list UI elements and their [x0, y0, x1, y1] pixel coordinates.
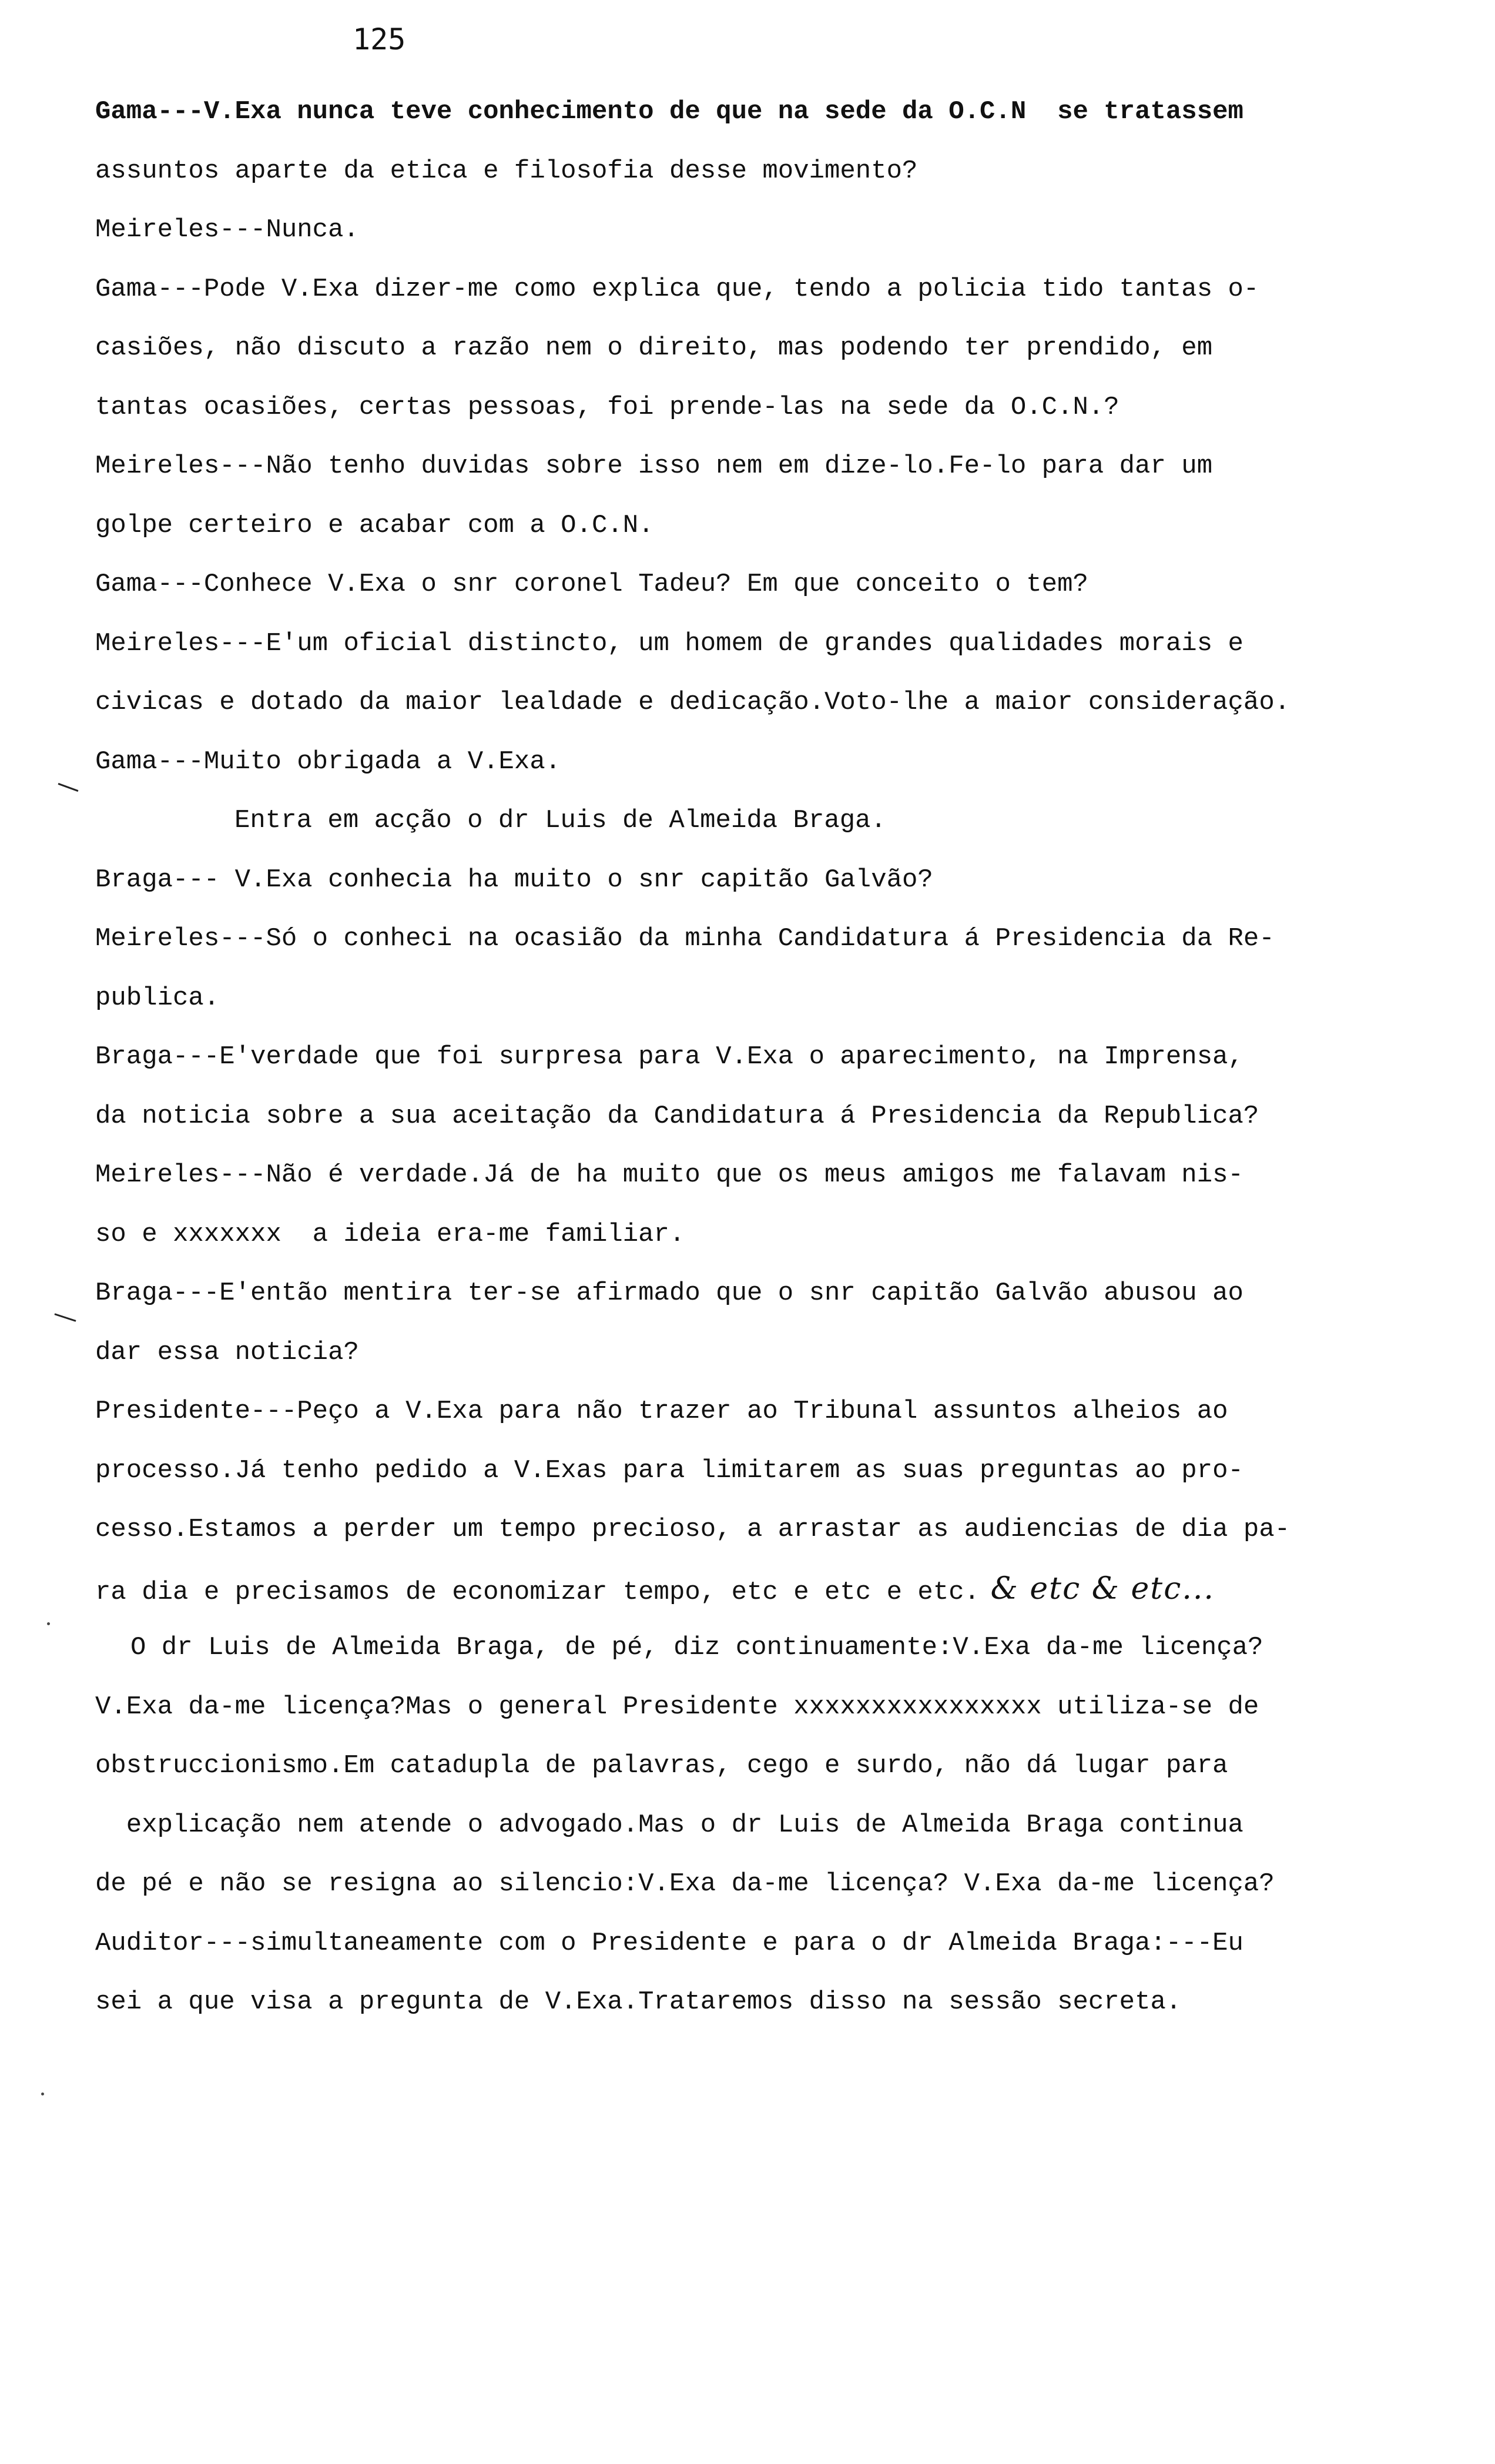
- line-text: Braga--- V.Exa conhecia ha muito o snr capitão Galvão?: [95, 865, 933, 895]
- line-text: Auditor---simultaneamente com o Presidente e para o dr Almeida Braga:---Eu: [95, 1928, 1243, 1958]
- text-line: [95, 1559, 1435, 1619]
- text-line: [95, 1205, 1435, 1264]
- line-text: casiões, não discuto a razão nem o direito, mas podendo ter prendido, em: [95, 333, 1213, 363]
- line-text: cesso.Estamos a perder um tempo precioso, a arrastar as audiencias de dia pa-: [95, 1515, 1290, 1544]
- line-text: Gama---Conhece V.Exa o snr coronel Tadeu? Em que conceito o tem?: [95, 570, 1088, 599]
- text-line: [95, 82, 1435, 142]
- line-text: Meireles---Não tenho duvidas sobre isso nem em dize-lo.Fe-lo para dar um: [95, 451, 1213, 481]
- line-text: da noticia sobre a sua aceitação da Candidatura á Presidencia da Republica?: [95, 1101, 1259, 1131]
- text-line: [95, 378, 1435, 437]
- text-line: [95, 1796, 1435, 1855]
- line-text: Braga---E'então mentira ter-se afirmado que o snr capitão Galvão abusou ao: [95, 1278, 1243, 1308]
- text-line: [95, 1678, 1435, 1737]
- text-line: [95, 142, 1435, 201]
- text-line: [95, 1323, 1435, 1382]
- line-text: Gama---Pode V.Exa dizer-me como explica que, tendo a policia tido tantas o-: [95, 274, 1259, 304]
- line-text: golpe certeiro e acabar com a O.C.N.: [95, 510, 654, 540]
- line-text: Meireles---Nunca.: [95, 215, 359, 245]
- line-text: sei a que visa a pregunta de V.Exa.Trataremos disso na sessão secreta.: [95, 1987, 1182, 2017]
- text-line: [95, 969, 1435, 1028]
- text-line: [95, 555, 1435, 614]
- text-line: [95, 496, 1435, 555]
- line-text: Braga---E'verdade que foi surpresa para V.Exa o aparecimento, na Imprensa,: [95, 1042, 1243, 1072]
- line-text: Gama---V.Exa nunca teve conhecimento de que na sede da O.C.N se tratassem: [95, 97, 1243, 126]
- text-line: [95, 1087, 1435, 1146]
- text-line: [95, 1973, 1435, 2032]
- line-text: tantas ocasiões, certas pessoas, foi prende-las na sede da O.C.N.?: [95, 392, 1119, 422]
- line-text: O dr Luis de Almeida Braga, de pé, diz continuamente:V.Exa da-me licença?: [130, 1633, 1263, 1662]
- text-line: [95, 1736, 1435, 1796]
- text-line: [95, 437, 1435, 496]
- text-line: [95, 319, 1435, 378]
- line-text: Meireles---E'um oficial distincto, um homem de grandes qualidades morais e: [95, 628, 1243, 658]
- line-text: processo.Já tenho pedido a V.Exas para limitarem as suas preguntas ao pro-: [95, 1455, 1243, 1485]
- line-text: so e xxxxxxx a ideia era-me familiar.: [95, 1219, 685, 1249]
- margin-dot: [41, 2093, 44, 2095]
- margin-dot: [47, 1622, 50, 1625]
- text-line: [95, 200, 1435, 260]
- line-text: de pé e não se resigna ao silencio:V.Exa da-me licença? V.Exa da-me licença?: [95, 1869, 1275, 1899]
- text-line: [95, 909, 1435, 969]
- line-text: Presidente---Peço a V.Exa para não trazer ao Tribunal assuntos alheios ao: [95, 1397, 1228, 1426]
- line-text: publica.: [95, 983, 220, 1013]
- margin-mark: [54, 1313, 76, 1322]
- text-line: [95, 673, 1435, 732]
- line-text: Meireles---Não é verdade.Já de ha muito que os meus amigos me falavam nis-: [95, 1160, 1243, 1190]
- text-line: [95, 1382, 1435, 1441]
- text-line: [95, 732, 1435, 792]
- text-line: [95, 1618, 1435, 1678]
- text-line: [95, 851, 1435, 910]
- transcript-body: [95, 82, 1435, 2032]
- text-line: [95, 791, 1435, 851]
- handwritten-annotation: & etc & etc...: [980, 1571, 1215, 1606]
- text-line: [95, 1500, 1435, 1559]
- text-line: [95, 1854, 1435, 1914]
- text-line: [95, 1914, 1435, 1973]
- line-text: Entra em acção o dr Luis de Almeida Braga.: [234, 806, 886, 835]
- line-text: dar essa noticia?: [95, 1337, 359, 1367]
- line-text: V.Exa da-me licença?Mas o general Presidente xxxxxxxxxxxxxxxx utiliza-se de: [95, 1692, 1259, 1722]
- line-text: Gama---Muito obrigada a V.Exa.: [95, 746, 561, 776]
- text-line: [95, 614, 1435, 674]
- line-text: ra dia e precisamos de economizar tempo, etc e etc e etc.: [95, 1577, 980, 1607]
- text-line: [95, 1146, 1435, 1205]
- line-text: civicas e dotado da maior lealdade e dedicação.Voto-lhe a maior consideração.: [95, 688, 1290, 717]
- text-line: [95, 1027, 1435, 1087]
- line-text: explicação nem atende o advogado.Mas o dr Luis de Almeida Braga continua: [95, 1810, 1243, 1840]
- line-text: obstruccionismo.Em catadupla de palavras, cego e surdo, não dá lugar para: [95, 1751, 1228, 1780]
- line-text: assuntos aparte da etica e filosofia desse movimento?: [95, 156, 918, 186]
- line-text: Meireles---Só o conheci na ocasião da minha Candidatura á Presidencia da Re-: [95, 924, 1275, 953]
- page-number: 125: [353, 22, 406, 56]
- margin-mark: [58, 783, 79, 792]
- text-line: [95, 1441, 1435, 1501]
- text-line: [95, 260, 1435, 319]
- text-line: [95, 1264, 1435, 1323]
